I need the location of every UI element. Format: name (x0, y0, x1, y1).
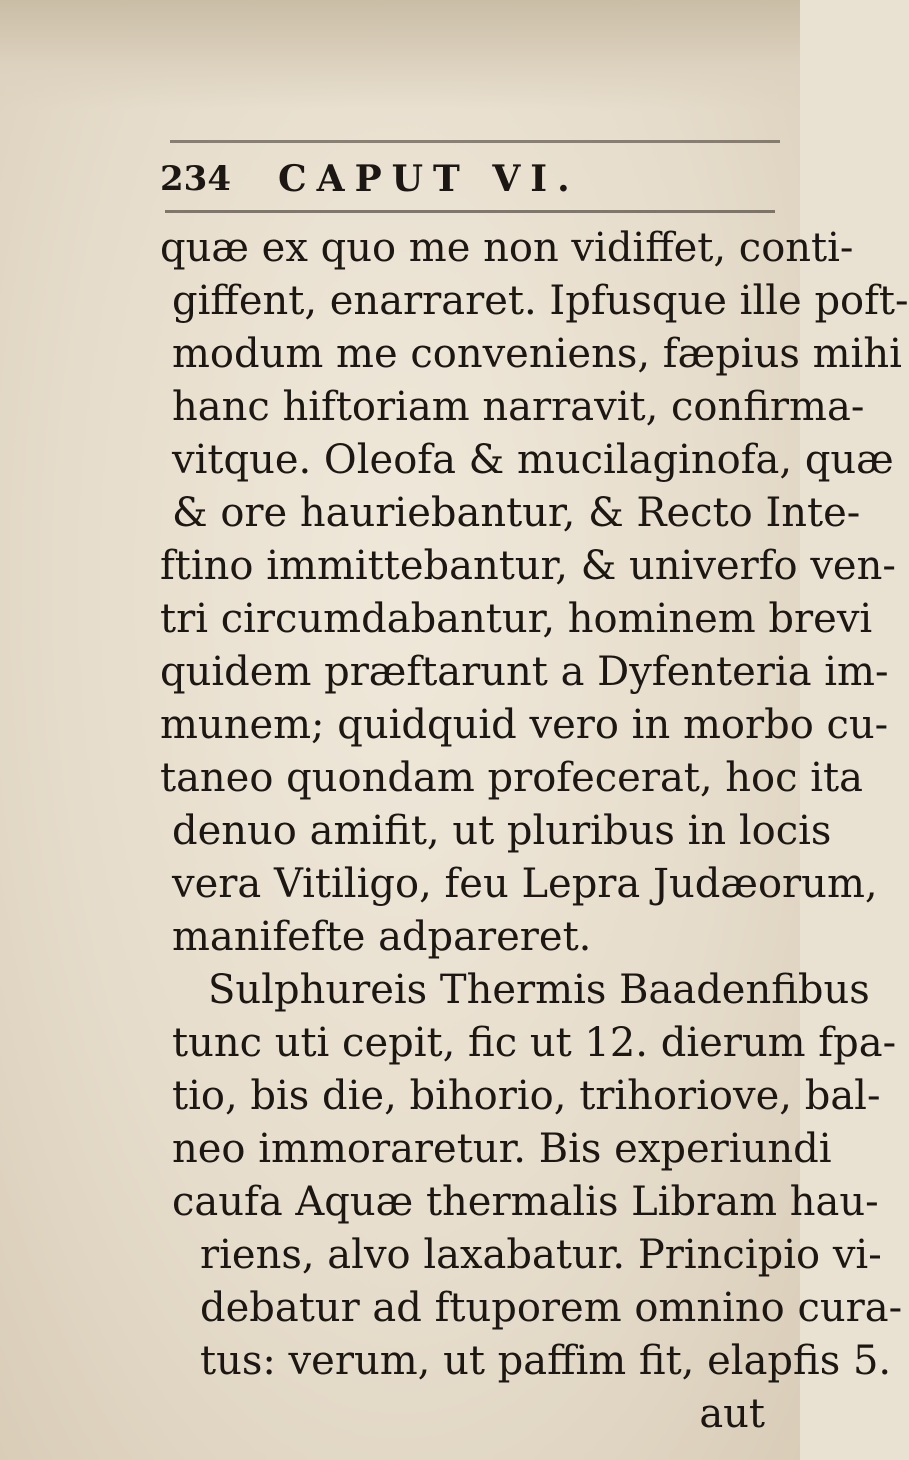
text-line: tunc uti cepit, fic ut 12. dierum fpa- (172, 1020, 897, 1066)
text-line: taneo quondam profecerat, hoc ita (160, 755, 863, 801)
text-line: debatur ad ftuporem omnino cura- (200, 1285, 903, 1331)
text-line: tio, bis die, bihorio, trihoriove, bal- (172, 1073, 881, 1119)
body-text (160, 222, 909, 1441)
text-line: quidem præftarunt a Dyfenteria im- (160, 649, 889, 695)
page-top-edge (0, 0, 800, 110)
text-line: giffent, enarraret. Ipfusque ille poft- (172, 278, 909, 324)
text-line: tri circumdabantur, hominem brevi (160, 596, 873, 642)
text-line: manifefte adpareret. (172, 914, 592, 960)
text-line: vitque. Oleofa & mucilaginofa, quæ (172, 437, 894, 483)
text-line: neo immoraretur. Bis experiundi (172, 1126, 832, 1172)
text-line: ftino immittebantur, & univerfo ven- (160, 543, 896, 589)
catchword: aut (699, 1391, 765, 1437)
text-line: caufa Aquæ thermalis Libram hau- (172, 1179, 879, 1225)
text-line: modum me conveniens, fæpius mihi (172, 331, 902, 377)
running-head: CAPUT VI. (278, 158, 580, 200)
text-line: hanc hiftoriam narravit, confirma- (172, 384, 865, 430)
page-number: 234 (160, 159, 231, 199)
page-header (160, 150, 780, 208)
text-line: riens, alvo laxabatur. Principio vi- (200, 1232, 882, 1278)
text-line: denuo amifit, ut pluribus in locis (172, 808, 832, 854)
paragraph-start-line: Sulphureis Thermis Baadenfibus (208, 967, 870, 1013)
text-line: tus: verum, ut paffim fit, elapfis 5. (200, 1338, 892, 1384)
text-line: vera Vitiligo, feu Lepra Judæorum, (172, 861, 878, 907)
text-line: munem; quidquid vero in morbo cu- (160, 702, 889, 748)
header-rule-top (170, 140, 780, 143)
text-line: & ore hauriebantur, & Recto Inte- (172, 490, 861, 536)
header-rule-bottom (165, 210, 775, 213)
text-line: quæ ex quo me non vidiffet, conti- (160, 225, 854, 271)
